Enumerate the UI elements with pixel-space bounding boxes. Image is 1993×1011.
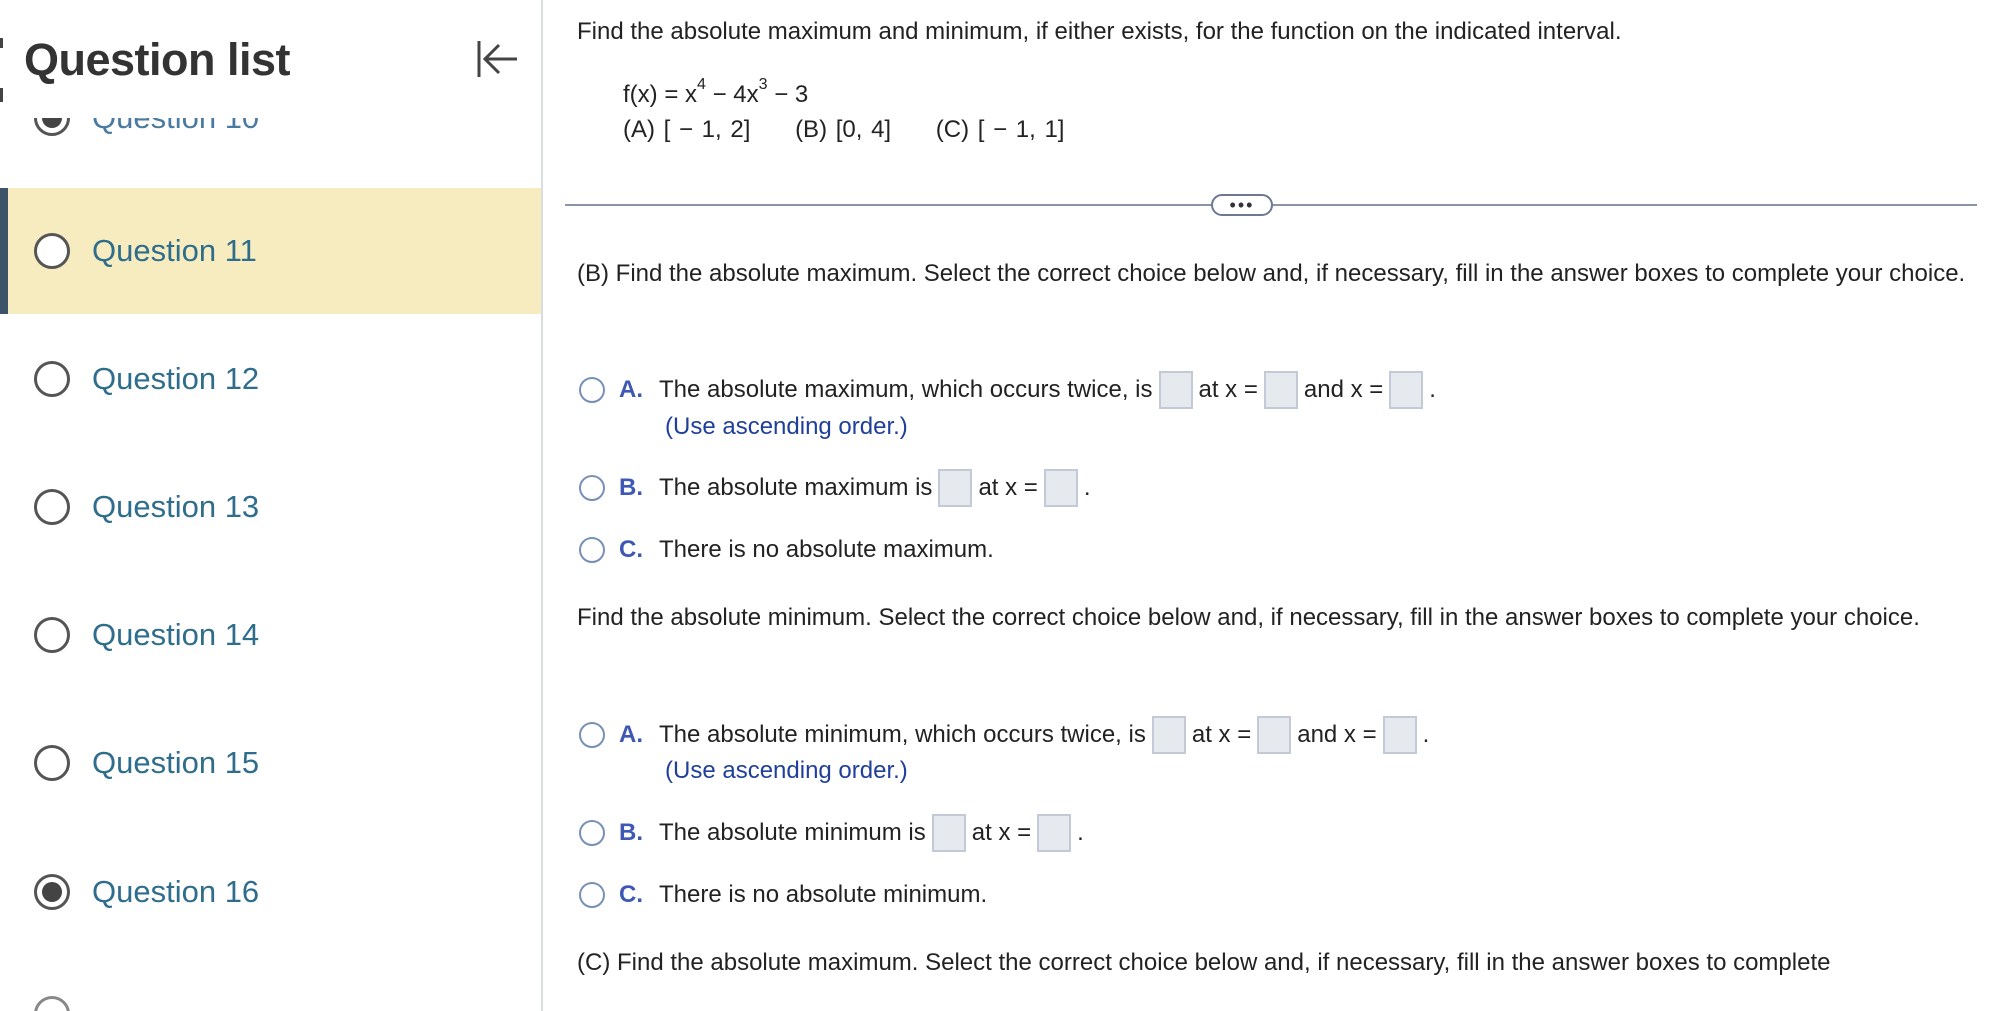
- part-b-max-prompt: (B) Find the absolute maximum. Select the correct choice below and, if necessary, fill in the answer boxes to complete your choice.: [577, 260, 1966, 287]
- option-text: and x =: [1297, 721, 1377, 748]
- option-letter: C.: [619, 536, 643, 563]
- question-status-icon: [34, 617, 70, 653]
- function-part: − 3: [767, 81, 809, 108]
- option-text: The absolute maximum is: [659, 474, 933, 501]
- option-text: The absolute minimum, which occurs twice, is: [659, 721, 1146, 748]
- question-label: Question 16: [92, 874, 260, 909]
- option-letter: A.: [619, 721, 643, 748]
- question-status-icon: [34, 233, 70, 269]
- option-text: at x =: [1191, 721, 1252, 748]
- option-letter: C.: [619, 881, 643, 908]
- option-text: The absolute maximum, which occurs twice, is: [659, 376, 1153, 403]
- interval-b: (B) [0, 4]: [795, 116, 892, 143]
- answer-box[interactable]: [1159, 371, 1193, 409]
- answer-box[interactable]: [1257, 716, 1291, 754]
- radio-button[interactable]: [579, 722, 605, 748]
- answer-box[interactable]: [1037, 814, 1071, 852]
- function-part: f(x) = x: [623, 81, 698, 108]
- min-option-b[interactable]: [579, 813, 1084, 853]
- question-label: Question 14: [92, 617, 260, 652]
- option-text: .: [1422, 721, 1430, 748]
- collapse-left-icon: [473, 37, 521, 81]
- question-label: Question 13: [92, 489, 260, 524]
- option-letter: A.: [619, 376, 643, 403]
- part-c-max-prompt: (C) Find the absolute maximum. Select the correct choice below and, if necessary, fill in the answer boxes to complete: [577, 949, 1831, 976]
- question-status-icon: [34, 874, 70, 910]
- min-option-c[interactable]: [579, 875, 987, 915]
- question-list-sidebar: [0, 0, 543, 1011]
- collapse-sidebar-button[interactable]: [470, 36, 524, 82]
- question-item-15[interactable]: [0, 700, 541, 826]
- option-text: at x =: [978, 474, 1038, 501]
- more-button[interactable]: •••: [1211, 194, 1273, 216]
- option-text: .: [1083, 474, 1091, 501]
- answer-box[interactable]: [938, 469, 972, 507]
- ascending-order-hint: (Use ascending order.): [665, 413, 908, 440]
- min-option-a[interactable]: [579, 715, 1429, 755]
- question-status-icon: [34, 489, 70, 525]
- question-item-12[interactable]: [0, 316, 541, 442]
- exponent: 3: [758, 76, 768, 93]
- question-status-icon: [34, 745, 70, 781]
- question-item-16[interactable]: [0, 829, 541, 955]
- radio-button[interactable]: [579, 377, 605, 403]
- max-option-a[interactable]: [579, 370, 1436, 410]
- question-label: Question 15: [92, 745, 260, 780]
- part-b-min-prompt: Find the absolute minimum. Select the correct choice below and, if necessary, fill in the answer boxes to complete your choice.: [577, 604, 1920, 631]
- option-text: and x =: [1303, 376, 1384, 403]
- interval-c: (C) [ − 1, 1]: [935, 116, 1065, 143]
- edge-mark: [0, 38, 3, 48]
- answer-box[interactable]: [1383, 716, 1417, 754]
- option-text: at x =: [971, 819, 1032, 846]
- option-text: .: [1429, 376, 1436, 403]
- interval-a: (A) [ − 1, 2]: [623, 116, 751, 143]
- function-part: − 4x: [705, 81, 759, 108]
- option-letter: B.: [619, 819, 643, 846]
- answer-box[interactable]: [932, 814, 966, 852]
- answer-box[interactable]: [1389, 371, 1423, 409]
- question-content: [545, 0, 1993, 1011]
- question-status-icon: [34, 996, 70, 1011]
- ascending-order-hint: (Use ascending order.): [665, 757, 908, 784]
- exponent: 4: [697, 76, 706, 93]
- radio-button[interactable]: [579, 882, 605, 908]
- radio-button[interactable]: [579, 475, 605, 501]
- question-item-14[interactable]: [0, 572, 541, 698]
- sidebar-header: [0, 0, 541, 118]
- question-label: Question 12: [92, 361, 260, 396]
- max-option-b[interactable]: [579, 468, 1090, 508]
- answer-box[interactable]: [1264, 371, 1298, 409]
- answer-box[interactable]: [1152, 716, 1186, 754]
- option-letter: B.: [619, 474, 643, 501]
- radio-button[interactable]: [579, 820, 605, 846]
- question-item-11[interactable]: [0, 188, 541, 314]
- option-text: There is no absolute maximum.: [659, 536, 994, 563]
- option-text: The absolute minimum is: [659, 819, 926, 846]
- edge-mark: [0, 88, 3, 102]
- answer-box[interactable]: [1044, 469, 1078, 507]
- radio-button[interactable]: [579, 537, 605, 563]
- question-item-13[interactable]: [0, 444, 541, 570]
- option-text: .: [1077, 819, 1084, 846]
- function-expression: [623, 76, 809, 109]
- option-text: There is no absolute minimum.: [659, 881, 988, 908]
- sidebar-title: Question list: [24, 34, 291, 85]
- question-status-icon: [34, 361, 70, 397]
- intervals: [623, 116, 1100, 144]
- max-option-c[interactable]: [579, 530, 994, 570]
- instruction-text: Find the absolute maximum and minimum, if either exists, for the function on the indicated interval.: [577, 18, 1622, 45]
- option-text: at x =: [1198, 376, 1258, 403]
- question-label: Question 11: [92, 233, 257, 268]
